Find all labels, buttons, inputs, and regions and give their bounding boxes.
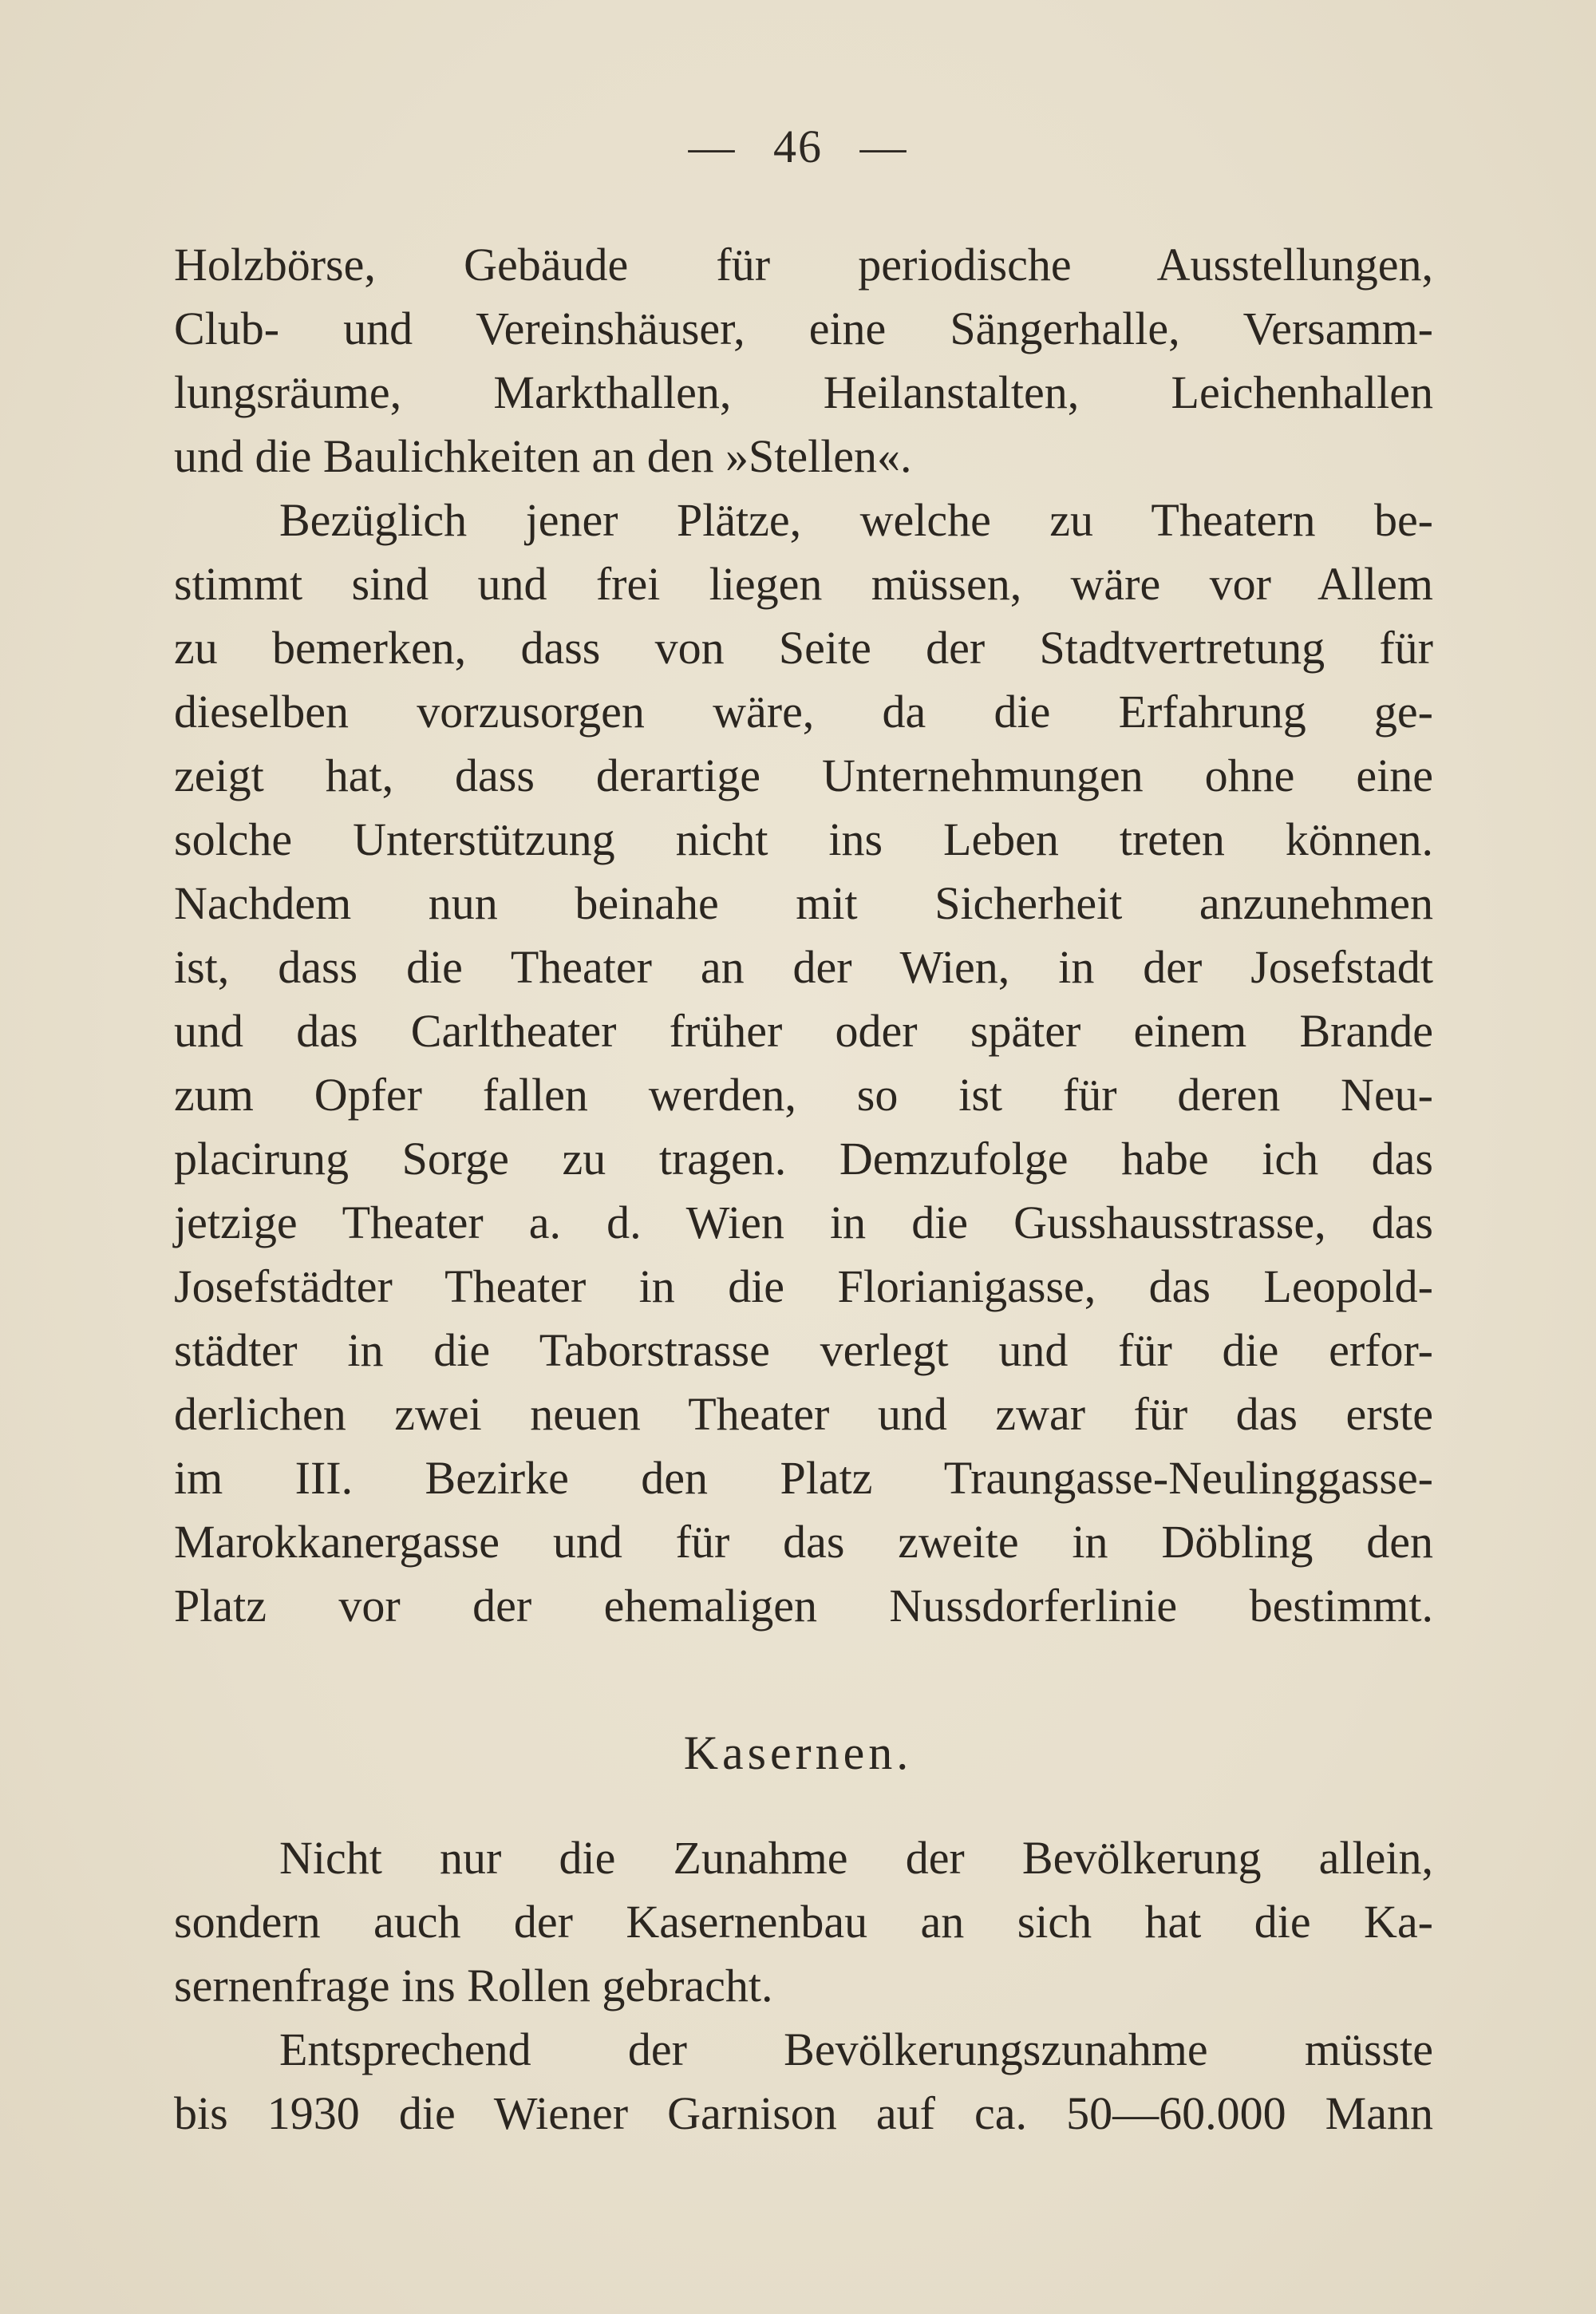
text-line: placirung Sorge zu tragen. Demzufolge habe ich das <box>174 1133 1433 1185</box>
text-line: jetzige Theater a. d. Wien in die Gusshausstrasse, das <box>174 1197 1433 1248</box>
text-line: zu bemerken, dass von Seite der Stadtvertretung für <box>174 622 1433 674</box>
text-line: bis 1930 die Wiener Garnison auf ca. 50—60.000 Mann <box>174 2087 1433 2139</box>
text-line: zeigt hat, dass derartige Unternehmungen ohne eine <box>174 750 1433 801</box>
text-line: ist, dass die Theater an der Wien, in der Josefstadt <box>174 941 1433 993</box>
section-heading: Kasernen. <box>683 1727 913 1779</box>
text-line: dieselben vorzusorgen wäre, da die Erfahrung ge- <box>174 686 1433 738</box>
text-line: lungsräume, Markthallen, Heilanstalten, Leichenhallen <box>174 366 1433 418</box>
text-line: sondern auch der Kasernenbau an sich hat die Ka- <box>174 1896 1433 1948</box>
text-line: Josefstädter Theater in die Florianigasse, das Leopold- <box>174 1260 1433 1312</box>
text-line: Nicht nur die Zunahme der Bevölkerung allein, <box>279 1832 1433 1884</box>
text-line: Marokkanergasse und für das zweite in Döbling den <box>174 1516 1433 1568</box>
text-line: und das Carltheater früher oder später einem Brande <box>174 1005 1433 1057</box>
text-line: sernenfrage ins Rollen gebracht. <box>174 1960 773 2011</box>
text-line: Holzbörse, Gebäude für periodische Ausstellungen, <box>174 239 1433 291</box>
text-line: im III. Bezirke den Platz Traungasse-Neulinggasse- <box>174 1452 1433 1504</box>
text-line: Bezüglich jener Plätze, welche zu Theatern be- <box>279 494 1433 546</box>
text-line: und die Baulichkeiten an den »Stellen«. <box>174 430 912 482</box>
text-line: Club- und Vereinshäuser, eine Sängerhalle, Versamm- <box>174 303 1433 354</box>
text-line: derlichen zwei neuen Theater und zwar für das erste <box>174 1388 1433 1440</box>
text-line: Nachdem nun beinahe mit Sicherheit anzunehmen <box>174 877 1433 929</box>
text-line: Platz vor der ehemaligen Nussdorferlinie bestimmt. <box>174 1580 1433 1632</box>
page-number: — 46 — <box>688 121 908 172</box>
text-line: stimmt sind und frei liegen müssen, wäre vor Allem <box>174 558 1433 610</box>
text-line: Entsprechend der Bevölkerungszunahme müsste <box>279 2023 1433 2075</box>
text-line: zum Opfer fallen werden, so ist für deren Neu- <box>174 1069 1433 1121</box>
text-line: städter in die Taborstrasse verlegt und für die erfor- <box>174 1324 1433 1376</box>
text-line: solche Unterstützung nicht ins Leben treten können. <box>174 813 1433 865</box>
